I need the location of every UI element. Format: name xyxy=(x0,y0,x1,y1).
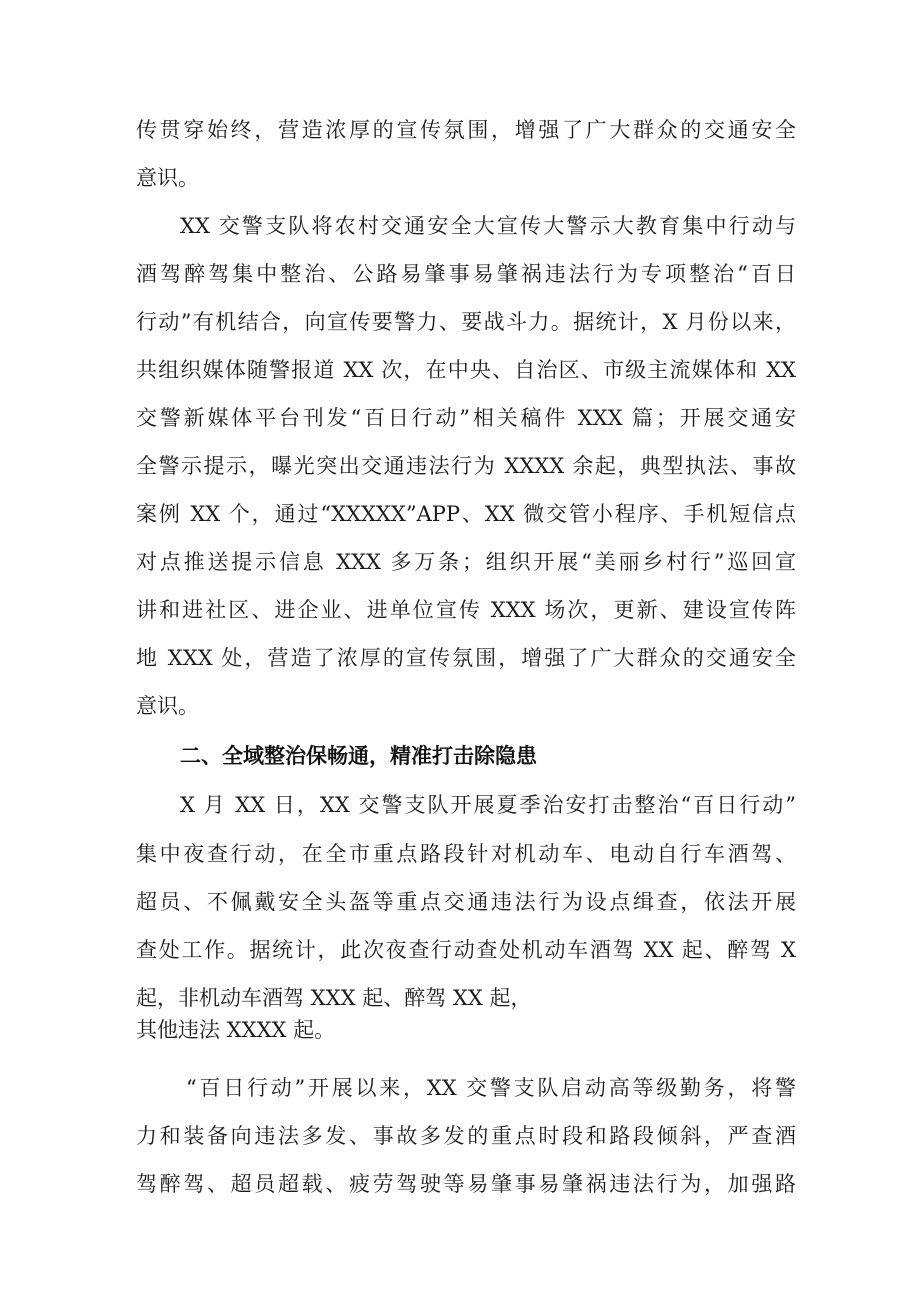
text-line: X 月 XX 日，XX 交警支队开展夏季治安打击整治“百日行动” xyxy=(180,793,796,817)
text-line: 全警示提示，曝光突出交通违法行为 XXXX 余起，典型执法、事故 xyxy=(136,454,796,478)
text-line: 对点推送提示信息 XXX 多万条；组织开展“美丽乡村行”巡回宣 xyxy=(136,550,796,574)
text-line: 交警新媒体平台刊发“百日行动”相关稿件 XXX 篇；开展交通安 xyxy=(136,406,796,430)
text-line: 其他违法 XXXX 起。 xyxy=(136,1018,336,1042)
text-line: 意识。 xyxy=(136,694,199,718)
text-line: 传贯穿始终，营造浓厚的宣传氛围，增强了广大群众的交通安全 xyxy=(136,118,796,142)
text-line: 地 XXX 处，营造了浓厚的宣传氛围，增强了广大群众的交通安全 xyxy=(136,646,796,670)
text-line: 起，非机动车酒驾 XXX 起、醉驾 XX 起， xyxy=(136,986,532,1010)
text-line: 超员、不佩戴安全头盔等重点交通违法行为设点缉查，依法开展 xyxy=(136,890,796,914)
text-line: 讲和进社区、进企业、进单位宣传 XXX 场次，更新、建设宣传阵 xyxy=(136,598,796,622)
text-line: 力和装备向违法多发、事故多发的重点时段和路段倾斜，严查酒 xyxy=(136,1124,796,1148)
text-line: 共组织媒体随警报道 XX 次，在中央、自治区、市级主流媒体和 XX xyxy=(136,358,796,382)
text-line: 酒驾醉驾集中整治、公路易肇事易肇祸违法行为专项整治“百日 xyxy=(136,262,796,286)
text-line: “百日行动”开展以来，XX 交警支队启动高等级勤务，将警 xyxy=(186,1076,796,1100)
section-heading: 二、全域整治保畅通，精准打击除隐患 xyxy=(180,744,537,768)
text-line: XX 交警支队将农村交通安全大宣传大警示大教育集中行动与 xyxy=(180,214,796,238)
text-line: 意识。 xyxy=(136,166,199,190)
text-line: 驾醉驾、超员超载、疲劳驾驶等易肇事易肇祸违法行为，加强路 xyxy=(136,1172,796,1196)
text-line: 案例 XX 个，通过“XXXXX”APP、XX 微交管小程序、手机短信点 xyxy=(136,502,796,526)
text-line: 查处工作。据统计，此次夜查行动查处机动车酒驾 XX 起、醉驾 X xyxy=(136,938,796,962)
text-line: 集中夜查行动，在全市重点路段针对机动车、电动自行车酒驾、 xyxy=(136,842,796,866)
text-line: 行动”有机结合，向宣传要警力、要战斗力。据统计，X 月份以来， xyxy=(136,310,796,334)
